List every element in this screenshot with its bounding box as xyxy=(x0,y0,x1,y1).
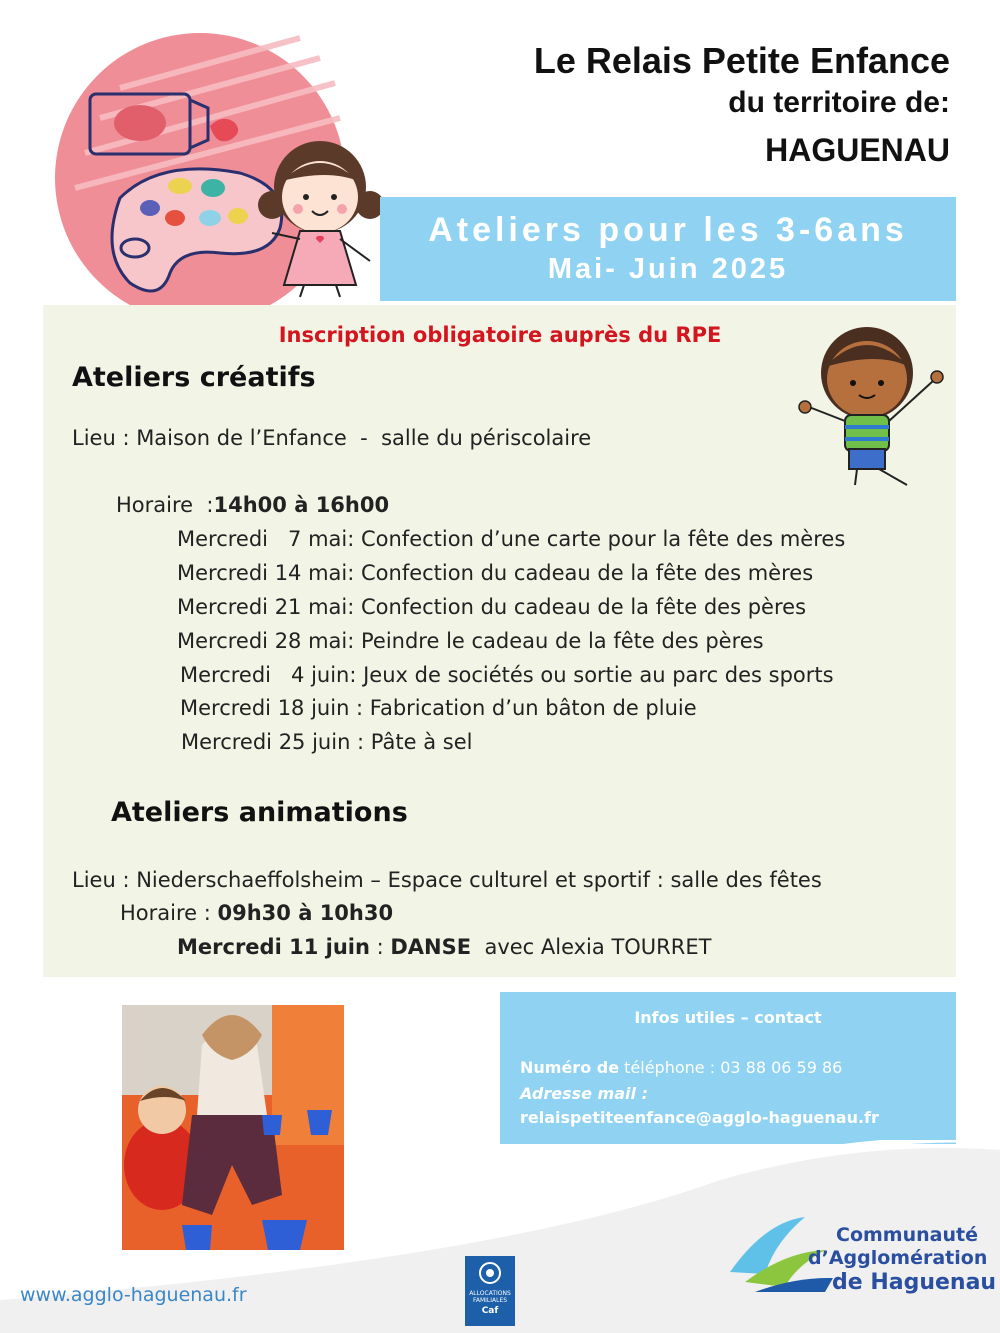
dance-sep: : xyxy=(369,935,391,959)
girl-illustration xyxy=(258,135,388,305)
session-item: Mercredi 21 mai: Confection du cadeau de la fête des pères xyxy=(177,595,807,619)
phone-line xyxy=(520,1058,842,1077)
session-item: Mercredi 14 mai: Confection du cadeau de la fête des mères xyxy=(177,561,814,585)
logo-line3: de Haguenau xyxy=(832,1270,997,1295)
caf-logo xyxy=(465,1256,515,1326)
website-link[interactable]: www.agglo-haguenau.fr xyxy=(20,1284,247,1306)
banner-title: Ateliers pour les 3-6ans xyxy=(428,211,908,249)
phone-label: Numéro de xyxy=(520,1058,620,1077)
email-link[interactable]: relaispetiteenfance@agglo-haguenau.fr xyxy=(520,1108,879,1127)
caf-name: Caf xyxy=(481,1306,499,1316)
horaire-creatifs xyxy=(116,493,389,517)
lieu-creatifs: Lieu : Maison de l’Enfance - salle du périscolaire xyxy=(72,426,592,450)
contact-title: Infos utiles – contact xyxy=(634,1008,822,1027)
session-item: Mercredi 28 mai: Peindre le cadeau de la fête des pères xyxy=(177,629,764,653)
header-title: Le Relais Petite Enfance xyxy=(533,40,950,81)
horaire-label: Horaire : xyxy=(120,901,218,925)
title-banner xyxy=(380,197,956,301)
caf-subtitle: ALLOCATIONS FAMILIALES xyxy=(469,1290,511,1304)
section-title-animations: Ateliers animations xyxy=(111,797,408,828)
section-title-creatifs: Ateliers créatifs xyxy=(72,362,316,393)
horaire-animations xyxy=(120,901,393,925)
caf-emblem-icon xyxy=(465,1256,515,1290)
lieu-animations: Lieu : Niederschaeffolsheim – Espace culturel et sportif : salle des fêtes xyxy=(72,868,822,892)
logo-line2: d’Agglomération xyxy=(808,1247,988,1269)
session-item: Mercredi 25 juin : Pâte à sel xyxy=(181,730,473,754)
boy-illustration xyxy=(795,315,955,495)
banner-subtitle: Mai- Juin 2025 xyxy=(547,253,789,285)
horaire-label: Horaire : xyxy=(116,493,214,517)
mail-label: Adresse mail : xyxy=(520,1084,648,1103)
horaire-value: 09h30 à 10h30 xyxy=(217,901,394,925)
header-subtitle: du territoire de: xyxy=(728,86,950,119)
dance-date: Mercredi 11 juin xyxy=(177,935,370,959)
header-city: HAGUENAU xyxy=(765,132,950,168)
session-item: Mercredi 7 mai: Confection d’une carte pour la fête des mères xyxy=(177,527,846,551)
registration-notice: Inscription obligatoire auprès du RPE xyxy=(278,323,722,347)
session-item: Mercredi 18 juin : Fabrication d’un bâton de pluie xyxy=(180,696,697,720)
session-item: Mercredi 4 juin: Jeux de sociétés ou sortie au parc des sports xyxy=(180,663,834,687)
dance-activity: DANSE xyxy=(390,935,472,959)
dance-instructor: avec Alexia TOURRET xyxy=(471,935,712,959)
logo-line1: Communauté xyxy=(836,1224,978,1246)
dance-session xyxy=(177,935,711,959)
phone-number[interactable]: téléphone : 03 88 06 59 86 xyxy=(619,1058,843,1077)
contact-box xyxy=(500,992,956,1144)
horaire-value: 14h00 à 16h00 xyxy=(213,493,390,517)
